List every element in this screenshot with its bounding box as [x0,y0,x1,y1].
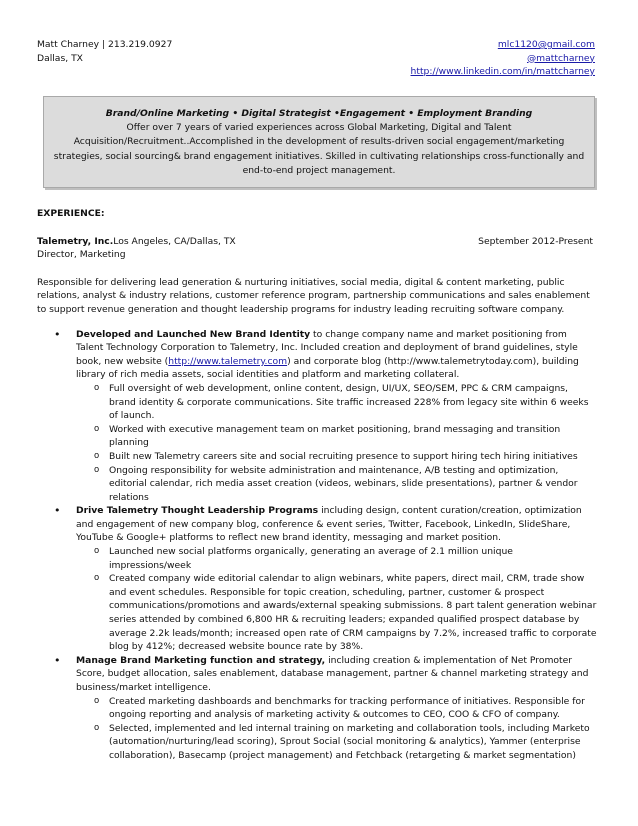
sub-list-item: o Ongoing responsibility for website administration and maintenance, A/B testing and optimization, editorial calendar, rich media asset creation (videos, webinars, slide presentations), partner & vendor relations [76,464,597,505]
bullet-lead: Drive Talemetry Thought Leadership Programs [76,505,319,517]
list-item: • Manage Brand Marketing function and strategy, including creation & implementation of Net Promoter Score, budget allocation, sales enablement, database management, partner & channel marketing strategy and business/market intelligence. o Created marketing dashboards and benchmarks for tracking performance of initiatives. Responsible for ongoing reporting and analysis of marketing activity & outcomes to CEO, COO & CFO of company. o Selected, implemented and led internal training on marketing and collaboration tools, including Marketo (automation/nurturing/lead scoring), Sprout Social (social monitoring & analytics), Yammer (enterprise collaboration), Basecamp (project management) and Fetchback (retargeting & market segmentation) [37,654,597,763]
linkedin-link[interactable]: http://www.linkedin.com/in/mattcharney [410,66,595,78]
sub-list-item: o Created company wide editorial calendar to align webinars, white papers, direct mail, CRM, trade show and event schedules. Responsible for topic creation, scheduling, partner, customer & prospect communications/promotions and awards/external speaking submissions. 8 part talent generation webinar series attended by combined 6,800 HR & recruiting leaders; expanded qualified prospect database by average 2.2k leads/month; increased open rate of CRM campaigns by 7.2%, increased traffic to corporate blog by 412%; decreased website bounce rate by 38%. [76,572,597,654]
sub-list-item: o Launched new social platforms organically, generating an average of 2.1 million unique impressions/week [76,545,597,572]
contact-right [411,38,595,79]
twitter-link[interactable]: @mattcharney [526,52,595,64]
company-name: Talemetry, Inc. [37,235,114,247]
email-link[interactable]: mlc1120@gmail.com [497,39,595,50]
bullet-lead: Manage Brand Marketing function and strategy, [76,654,326,666]
experience-section [37,207,597,763]
sub-list [76,545,597,654]
job-dates: September 2012-Present [478,235,593,247]
achievement-list [37,328,597,763]
sub-list [76,695,597,763]
name-phone: Matt Charney | 213.219.0927 [37,39,173,50]
sub-list [76,382,597,504]
summary-box [43,96,595,188]
sub-list-item: o Built new Talemetry careers site and social recruiting presence to support hiring tech hiring initiatives [76,450,597,464]
summary-line: Acquisition/Recruitment..Accomplished in the development of results-driven social engagement/marketing [73,136,565,148]
list-item: • Drive Talemetry Thought Leadership Programs including design, content curation/creation, optimization and engagement of new company blog, conference & event series, Twitter, Facebook, LinkedIn, SlideShare, YouTube & Google+ platforms to reflect new brand identity, messaging and market position. o Launched new social platforms organically, generating an average of 2.1 million unique impressions/week o Created company wide editorial calendar to align webinars, white papers, direct mail, CRM, trade show and event schedules. Responsible for topic creation, scheduling, partner, customer & prospect communications/promotions and awards/external speaking submissions. 8 part talent generation webinar series attended by combined 6,800 HR & recruiting leaders; expanded qualified prospect database by average 2.2k leads/month; increased open rate of CRM campaigns by 7.2%, increased traffic to corporate blog by 412%; decreased website bounce rate by 38%. [37,504,597,654]
list-item: • Developed and Launched New Brand Identity to change company name and market positioning from Talent Technology Corporation to Talemetry, Inc. Included creation and deployment of brand guidelines, style book, new website (http://www.talemetry.com) and corporate blog (http://www.talemetrytoday.com), building library of rich media assets, social identities and platform and marketing collateral. o Full oversight of web development, online content, design, UI/UX, SEO/SEM, PPC & CRM campaigns, brand identity & corporate communications. Site traffic increased 228% from legacy site within 6 weeks of launch. o Worked with executive management team on market positioning, brand messaging and transition planning o Built new Talemetry careers site and social recruiting presence to support hiring tech hiring initiatives o Ongoing responsibility for website administration and maintenance, A/B testing and optimization, editorial calendar, rich media asset creation (videos, webinars, slide presentations), partner & vendor relations [37,328,597,505]
location: Dallas, TX [37,52,83,64]
summary-line: strategies, social sourcing& brand engagement initiatives. Skilled in cultivating relationships cross-functionally and [53,150,585,162]
contact-left [37,38,172,65]
summary-title: Brand/Online Marketing • Digital Strategist •Engagement • Employment Branding [105,108,533,119]
job-line [37,235,593,249]
experience-heading: EXPERIENCE: [37,208,105,219]
sub-list-item: o Created marketing dashboards and benchmarks for tracking performance of initiatives. Responsible for ongoing reporting and analysis of marketing activity & outcomes to CEO, COO & CFO of company. [76,695,597,722]
website-link[interactable]: http://www.talemetry.com [168,355,288,367]
sub-list-item: o Worked with executive management team on market positioning, brand messaging and transition planning [76,423,597,450]
sub-list-item: o Full oversight of web development, online content, design, UI/UX, SEO/SEM, PPC & CRM campaigns, brand identity & corporate communications. Site traffic increased 228% from legacy site within 6 weeks of launch. [76,382,597,423]
sub-list-item: o Selected, implemented and led internal training on marketing and collaboration tools, including Marketo (automation/nurturing/lead scoring), Sprout Social (social monitoring & analytics), Yammer (enterprise collaboration), Basecamp (project management) and Fetchback (retargeting & market segmentation) [76,722,597,763]
company-location: Los Angeles, CA/Dallas, TX [113,235,236,247]
bullet-lead: Developed and Launched New Brand Identity [76,328,311,340]
summary-line: end-to-end project management. [242,164,396,176]
job-role: Director, Marketing [37,249,126,261]
resume-header [37,38,595,82]
summary-line: Offer over 7 years of varied experiences across Global Marketing, Digital and Talent [126,122,512,134]
job-description: Responsible for delivering lead generation & nurturing initiatives, social media, digital & content marketing, public relations, analyst & industry relations, customer reference program, partnership communications and sales enablement to support revenue generation and thought leadership programs for industry leading recruiting software company. [37,276,590,315]
